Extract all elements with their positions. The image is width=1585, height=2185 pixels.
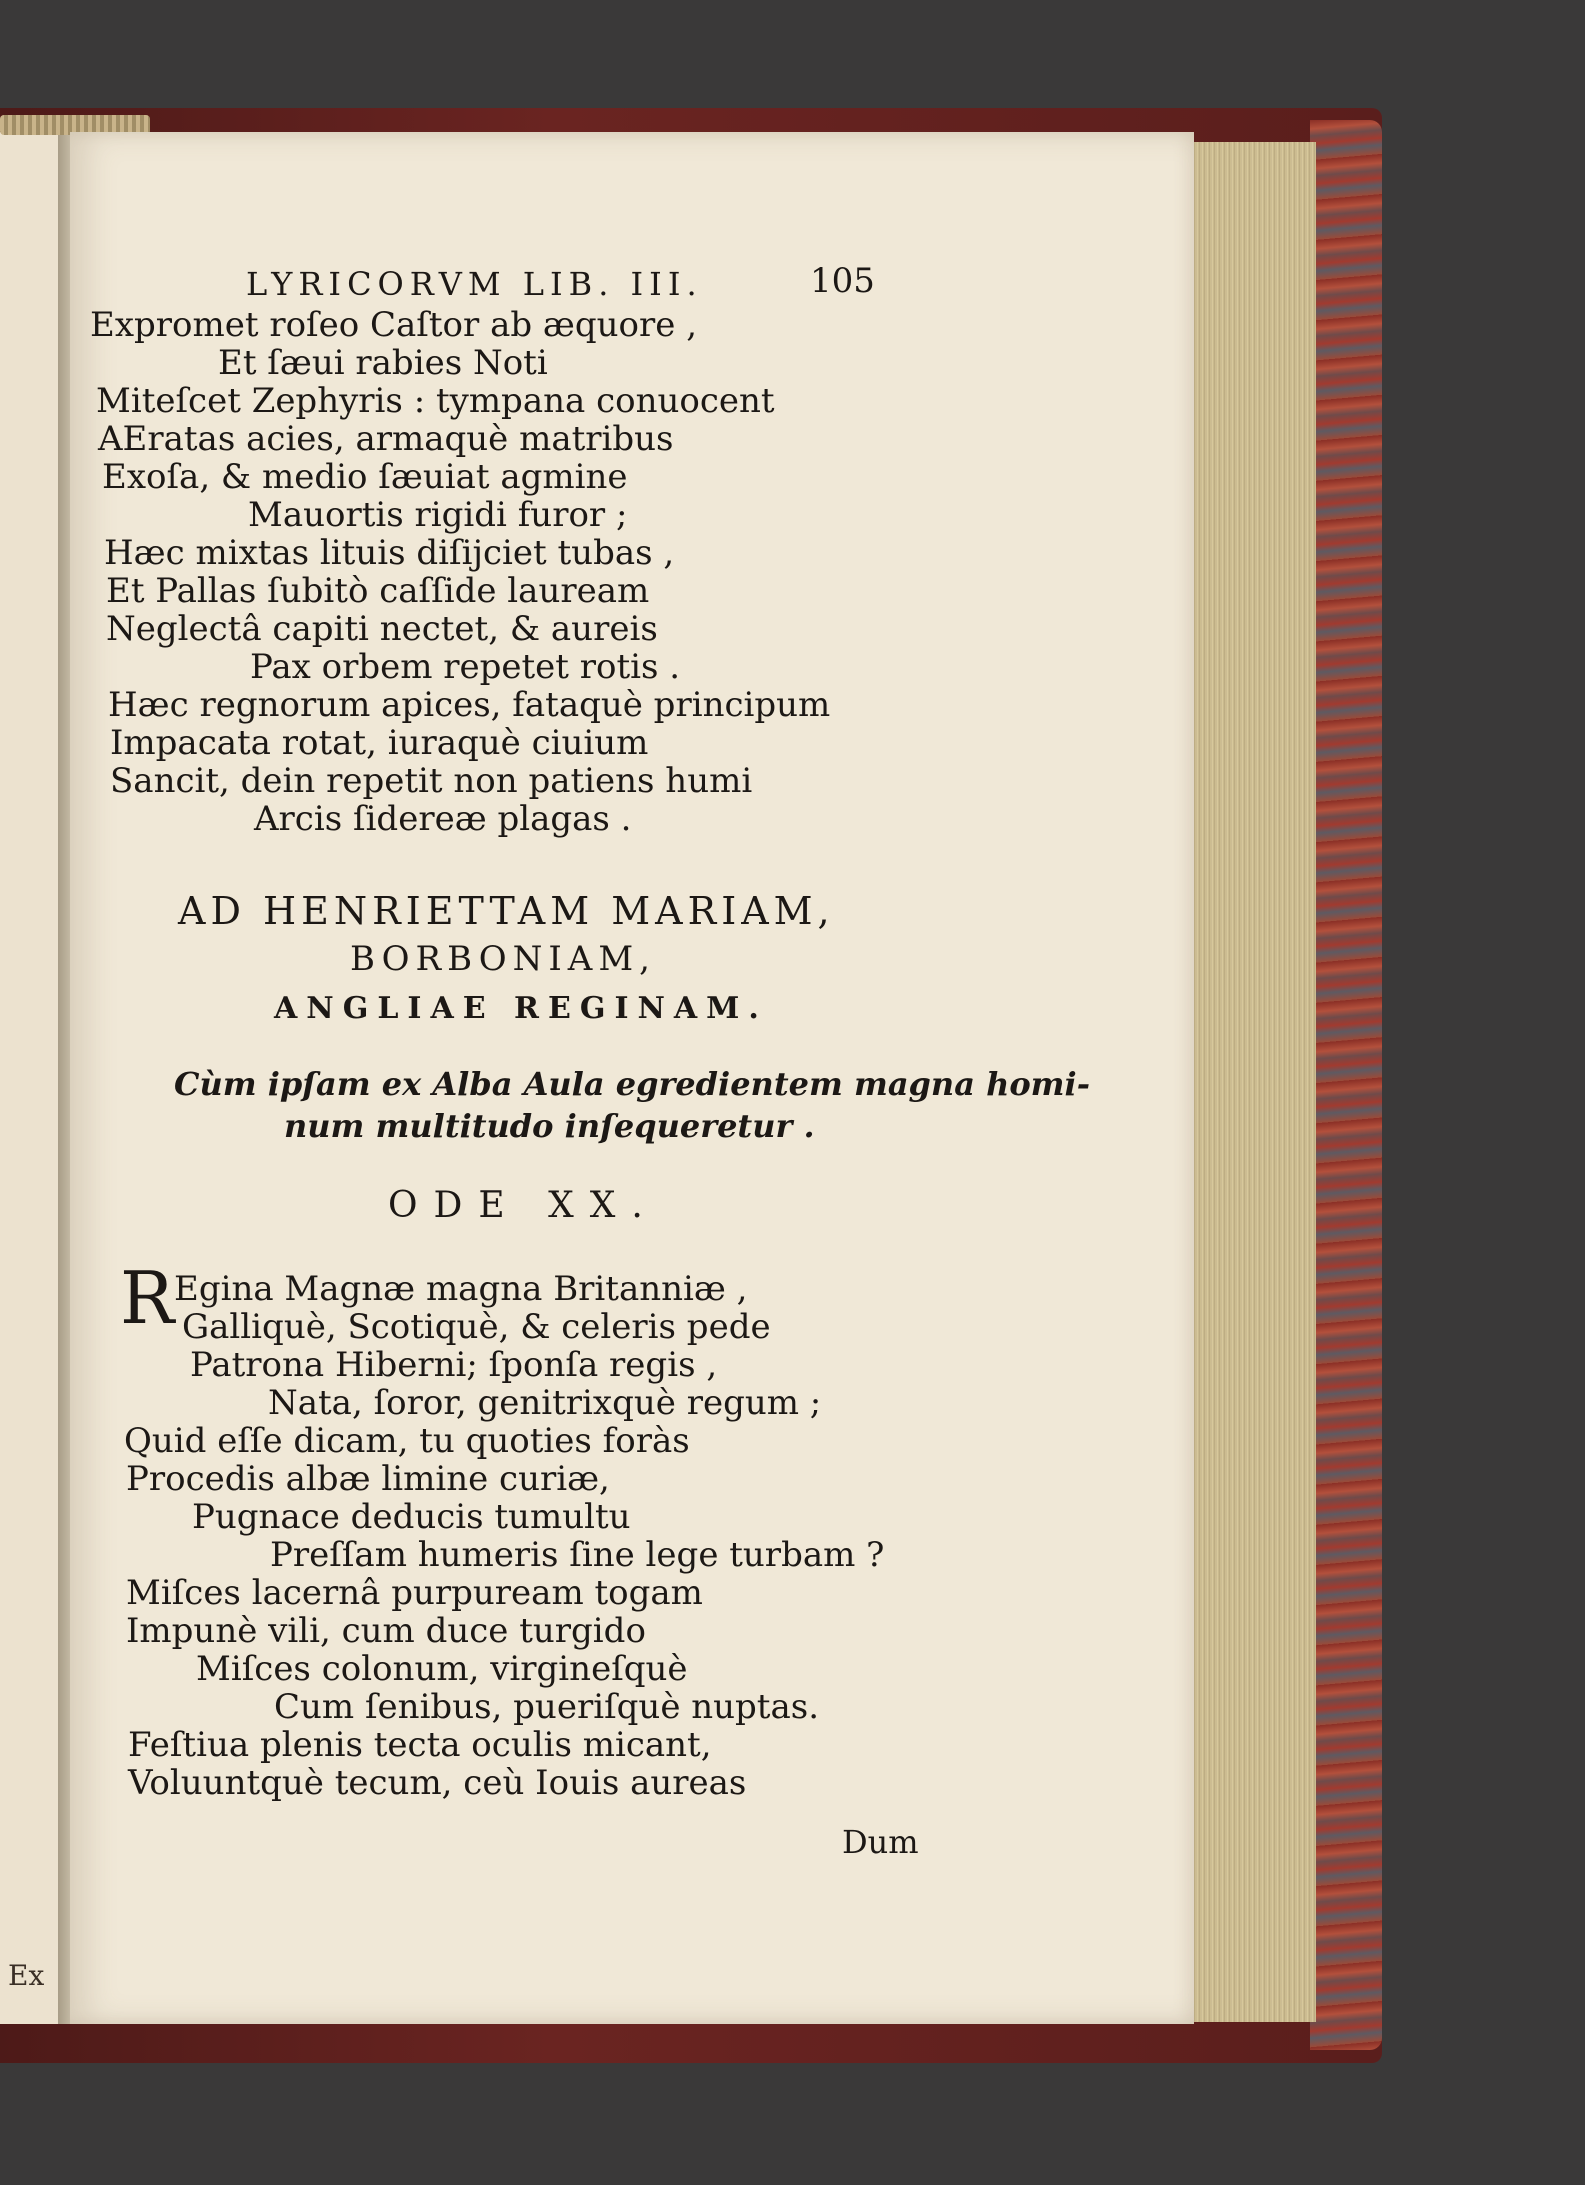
ode-line: Feſtiua plenis tecta oculis micant,: [128, 1725, 712, 1765]
ode-line: Preſſam humeris ſine lege turbam ?: [270, 1535, 885, 1575]
ode-title: ODE XX.: [388, 1185, 659, 1226]
stanza-line: Sancit, dein repetit non patiens humi: [110, 761, 753, 801]
ode-line: Cum ſenibus, pueriſquè nuptas.: [274, 1687, 819, 1727]
left-page-catchword: Ex: [8, 1959, 45, 1992]
ode-line: Miſces lacernâ purpuream togam: [126, 1573, 703, 1613]
ode-line: Nata, ſoror, genitrixquè regum ;: [268, 1383, 822, 1423]
ode-line: Quid eſſe dicam, tu quoties foràs: [124, 1421, 690, 1461]
stanza-line: Hæc regnorum apices, fataquè principum: [108, 685, 831, 725]
stanza-line: Pax orbem repetet rotis .: [250, 647, 681, 687]
stanza-line: Miteſcet Zephyris : tympana conuocent: [96, 381, 775, 421]
ode-line: Impunè vili, cum duce turgido: [126, 1611, 646, 1651]
stanza-line: Neglectâ capiti nectet, & aureis: [106, 609, 658, 649]
heading-line-1: AD HENRIETTAM MARIAM,: [178, 889, 835, 933]
ode-line: Galliquè, Scotiquè, & celeris pede: [182, 1307, 771, 1347]
ode-line: Patrona Hiberni; ſponſa regis ,: [190, 1345, 718, 1385]
ode-line: Procedis albæ limine curiæ,: [126, 1459, 610, 1499]
ode-line: Miſces colonum, virgineſquè: [196, 1649, 688, 1689]
argument-line-2: num multitudo inſequeretur .: [284, 1107, 815, 1145]
heading-line-2: BORBONIAM,: [350, 939, 656, 979]
stanza-line: Et ſæui rabies Noti: [218, 343, 548, 383]
stanza-line: Exoſa, & medio ſæuiat agmine: [102, 457, 628, 497]
page-stack-edge: [1186, 142, 1316, 2022]
stanza-line: Arcis ſidereæ plagas .: [254, 799, 632, 839]
stanza-line: AEratas acies, armaquè matribus: [98, 419, 674, 459]
ode-line: Voluuntquè tecum, ceù Iouis aureas: [128, 1763, 747, 1803]
ode-line: Egina Magnæ magna Britanniæ ,: [174, 1269, 748, 1309]
stanza-line: Et Pallas ſubitò caſſide lauream: [106, 571, 650, 611]
stanza-line: Expromet roſeo Caſtor ab æquore ,: [90, 305, 698, 345]
ode-line: Pugnace deducis tumultu: [192, 1497, 631, 1537]
argument-line-1: Cùm ipſam ex Alba Aula egredientem magna homi-: [174, 1065, 1090, 1103]
drop-cap: R: [120, 1256, 175, 1340]
running-head-title: LYRICORVM LIB. III.: [246, 265, 703, 303]
marbled-fore-edge: [1310, 120, 1382, 2050]
page-number: 105: [810, 261, 875, 301]
stanza-line: Mauortis rigidi furor ;: [248, 495, 628, 535]
left-page-edge: [0, 132, 66, 2024]
stanza-line: Hæc mixtas lituis diſijciet tubas ,: [104, 533, 675, 573]
stanza-line: Impacata rotat, iuraquè ciuium: [110, 723, 649, 763]
heading-line-3: ANGLIAE REGINAM.: [274, 991, 768, 1026]
right-page: [70, 132, 1194, 2024]
catchword: Dum: [842, 1823, 919, 1861]
